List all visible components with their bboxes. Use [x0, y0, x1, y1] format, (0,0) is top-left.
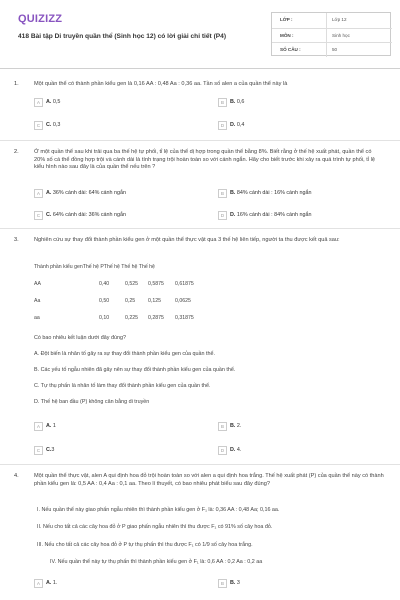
- answer-option-a[interactable]: A A. 36% cánh dài: 64% cánh ngắn: [34, 189, 126, 198]
- answer-letter-box: B: [218, 422, 227, 431]
- answer-option-d[interactable]: D D. 4.: [218, 446, 241, 455]
- answer-option-a[interactable]: A A. 1: [34, 422, 56, 431]
- answer-option-c[interactable]: C C. 0,3: [34, 121, 60, 130]
- statement: I. Nếu quần thể này giao phấn ngẫu nhiên thì thành phần kiểu gen ở F₁ là: 0,36 AA : 0,48 Aa; 0,16 aa.: [37, 507, 280, 513]
- meta-key: SỐ CÂU :: [280, 47, 301, 53]
- document-header: [0, 0, 400, 64]
- meta-value: 50: [332, 47, 338, 53]
- answer-option-c[interactable]: C C. 64% cánh dài: 36% cánh ngắn: [34, 211, 126, 220]
- answer-letter-box: C: [34, 446, 43, 455]
- answer-letter-box: A: [34, 189, 43, 198]
- question-text: Nghiên cứu sự thay đổi thành phần kiểu gen ở một quần thể thực vật qua 3 thế hệ liên tiếp, người ta thu được kết quả sau:: [34, 237, 340, 243]
- header-divider: [0, 68, 400, 69]
- statement: D. Thế hệ ban đầu (P) không cân bằng di truyền: [34, 399, 150, 405]
- answer-option-d[interactable]: D D. 0,4: [218, 121, 244, 130]
- meta-row-count: [272, 42, 392, 57]
- answer-letter-box: C: [34, 211, 43, 220]
- answer-letter-box: B: [218, 98, 227, 107]
- statement: II. Nếu cho tất cả các cây hoa đỏ ở P giao phấn ngẫu nhiên thì thu được F₁ có 91% số cây hoa đỏ.: [37, 524, 273, 530]
- meta-value: Lớp 12: [332, 17, 347, 22]
- meta-row-class: [272, 13, 392, 28]
- document-title: 418 Bài tập Di truyền quần thể (Sinh học 12) có lời giải chi tiết (P4): [18, 33, 227, 40]
- answer-letter-box: C: [34, 121, 43, 130]
- answer-option-b[interactable]: B B. 2.: [218, 422, 241, 431]
- answer-letter-box: A: [34, 98, 43, 107]
- answer-letter-box: A: [34, 579, 43, 588]
- question-separator: [0, 464, 400, 465]
- meta-row-subject: [272, 28, 392, 43]
- question-number: 2.: [14, 149, 19, 155]
- statement: C. Tự thụ phấn là nhân tố làm thay đổi thành phần kiểu gen của quần thể.: [34, 383, 211, 389]
- table-header: Thành phần kiểu genThế hệ PThế hệ Thế hệ Thế hệ: [34, 264, 155, 270]
- answer-option-b[interactable]: B B. 3: [218, 579, 240, 588]
- statement: III. Nếu cho tất cả các cây hoa đỏ ở P tự thụ phấn thì thu được F₁ có 1/9 số cây hoa trắng.: [37, 542, 253, 548]
- answer-option-b[interactable]: B B. 0,6: [218, 98, 244, 107]
- answer-letter-box: D: [218, 121, 227, 130]
- question-number: 3.: [14, 237, 19, 243]
- meta-table: [271, 12, 391, 56]
- question-number: 1.: [14, 81, 19, 87]
- meta-key: MÔN :: [280, 32, 294, 38]
- statement: B. Các yếu tố ngẫu nhiên đã gây nên sự thay đổi thành phần kiểu gen của quần thể.: [34, 367, 236, 373]
- answer-option-a[interactable]: A A. 0,5: [34, 98, 60, 107]
- answer-letter-box: D: [218, 211, 227, 220]
- question-separator: [0, 140, 400, 141]
- answer-option-a[interactable]: A A. 1.: [34, 579, 57, 588]
- statement: IV. Nếu quần thể này tự thụ phấn thì thành phần kiểu gen ở F₁ là: 0,6 AA : 0,2 Aa : 0,2 aa: [50, 559, 263, 565]
- question-number: 4.: [14, 473, 19, 479]
- answer-letter-box: A: [34, 422, 43, 431]
- meta-value: Sinh học: [332, 32, 350, 38]
- question-text: Ở một quần thể sau khi trải qua ba thế hệ tự phối, tỉ lệ của thể dị hợp trong quần thể bằng 8%. Biết rằng ở thế hệ xuất phát, quần thể có 20% số cá thể đồng hợp trội và cánh dài là tính trạng trội hoàn toàn so với cánh ngắn. Hãy cho biết trước khi xảy ra quá trình tự phối, tỉ lệ kiểu hình nào sau đây là của quần thể nếu trên ?: [34, 149, 375, 171]
- question-text: Một quần thể thực vật, alen A qui định hoa đỏ trội hoàn toàn so với alen a qui định hoa trắng. Thế hệ xuất phát (P) của quần thể này có thành phần kiểu gen là: 0,5 AA : 0,4 Aa : 0,1 aa. Theo lí thuyết, có bao nhiêu phát biểu sau đây đúng?: [34, 473, 384, 487]
- answer-option-b[interactable]: B B. 84% cánh dài : 16% cánh ngắn: [218, 189, 312, 198]
- answer-letter-box: D: [218, 446, 227, 455]
- quizizz-logo: QUIZIZZ: [18, 13, 63, 25]
- answer-option-c[interactable]: C C.3: [34, 446, 54, 455]
- answer-option-d[interactable]: D D. 16% cánh dài : 84% cánh ngắn: [218, 211, 312, 220]
- meta-key: LỚP :: [280, 17, 293, 22]
- answer-letter-box: B: [218, 189, 227, 198]
- sub-question: Có bao nhiêu kết luận dưới đây đúng?: [34, 335, 126, 341]
- statement: A. Đột biến là nhân tố gây ra sự thay đổi thành phần kiểu gen của quần thể.: [34, 351, 216, 357]
- question-separator: [0, 228, 400, 229]
- question-text: Một quần thể có thành phần kiểu gen là 0,16 AA : 0,48 Aa : 0,36 aa. Tần số alen a của quần thể này là: [34, 81, 288, 87]
- answer-letter-box: B: [218, 579, 227, 588]
